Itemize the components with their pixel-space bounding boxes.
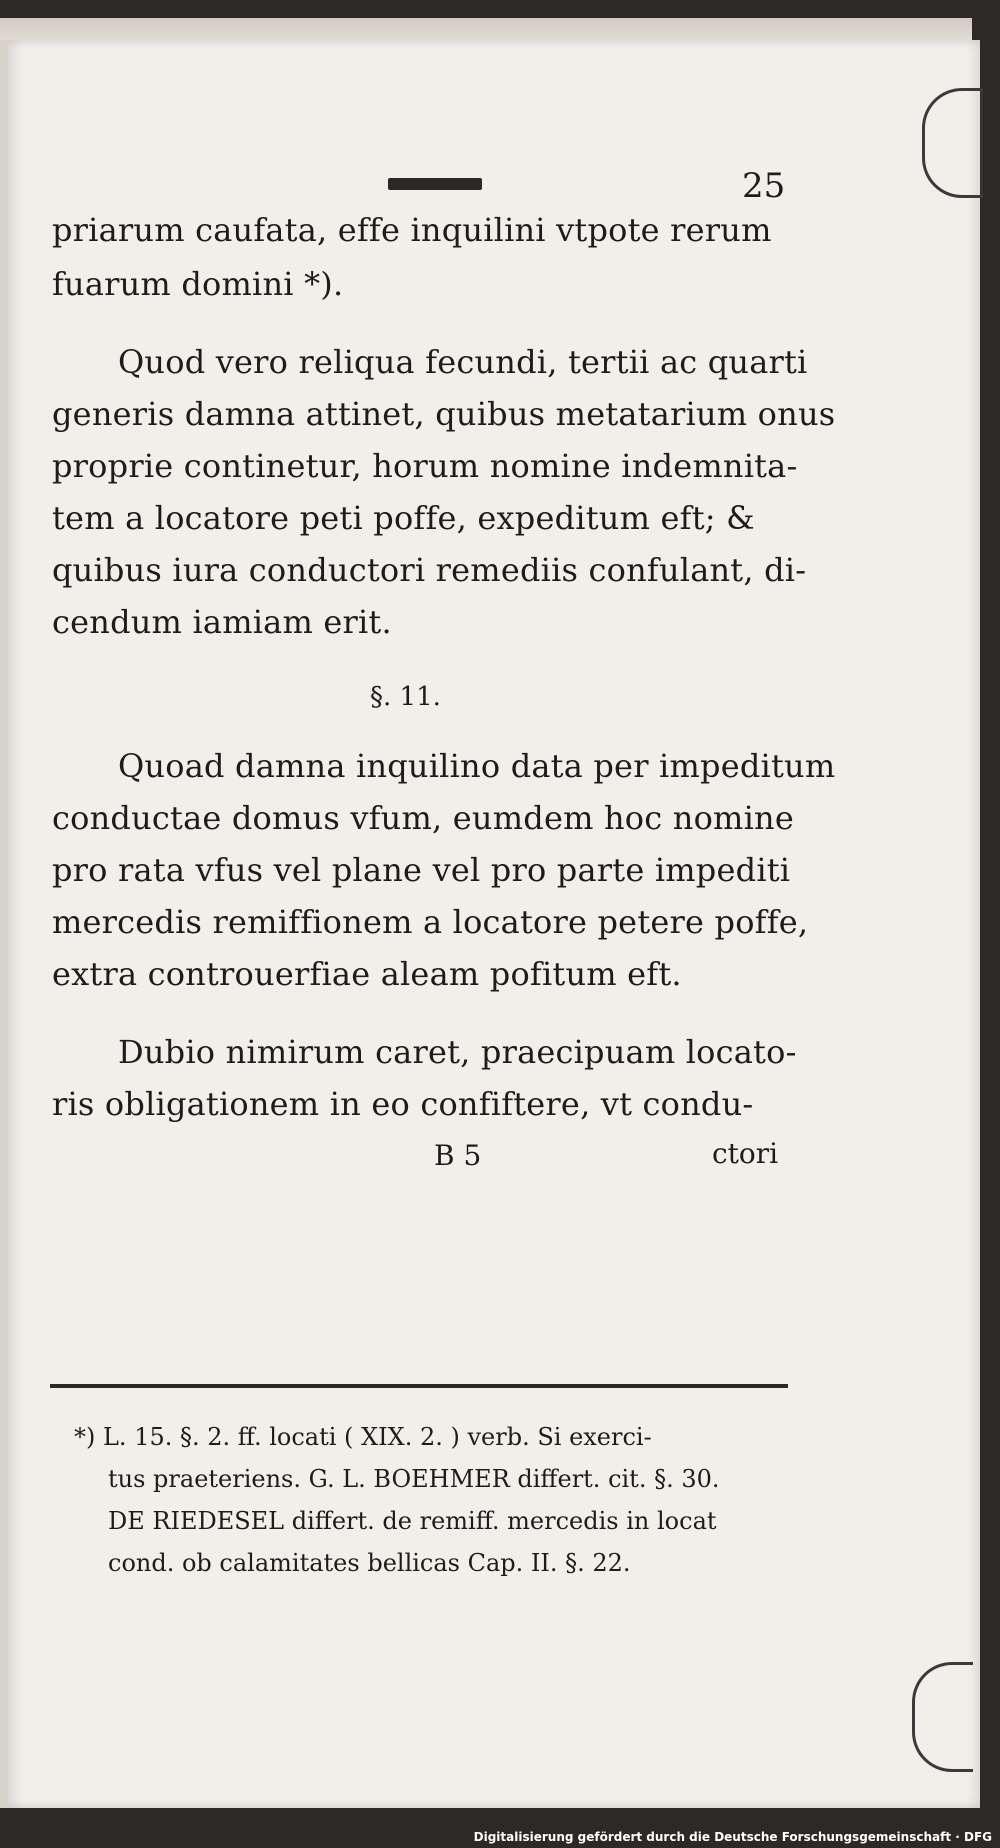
- body-line: fuarum domini *).: [52, 265, 344, 303]
- body-line: extra controuerfiae aleam pofitum eft.: [52, 955, 682, 993]
- body-line: conductae domus vfum, eumdem hoc nomine: [52, 799, 794, 837]
- body-line: mercedis remiffionem a locatore petere poffe,: [52, 903, 809, 941]
- footnote-line: cond. ob calamitates bellicas Cap. II. §. 22.: [108, 1549, 631, 1577]
- body-line: Quoad damna inquilino data per impeditum: [118, 747, 836, 785]
- footnote-line: tus praeteriens. G. L. BOEHMER differt. cit. §. 30.: [108, 1465, 720, 1493]
- body-line: pro rata vfus vel plane vel pro parte impediti: [52, 851, 791, 889]
- page-clip-icon: [912, 1662, 973, 1772]
- body-line: generis damna attinet, quibus metatarium onus: [52, 395, 836, 433]
- header-ornament-rule: [388, 178, 482, 190]
- footnote-line: *) L. 15. §. 2. ff. locati ( XIX. 2. ) verb. Si exerci-: [74, 1423, 652, 1451]
- page-number: 25: [742, 166, 786, 206]
- body-line: tem a locatore peti poffe, expeditum eft; &: [52, 499, 755, 537]
- body-line: ris obligationem in eo confiftere, vt condu-: [52, 1085, 754, 1123]
- body-line: Quod vero reliqua fecundi, tertii ac quarti: [118, 343, 808, 381]
- signature-mark: B 5: [434, 1139, 482, 1172]
- body-line: quibus iura conductori remediis confulant, di-: [52, 551, 807, 589]
- body-line: cendum iamiam erit.: [52, 603, 392, 641]
- digitization-credit: Digitalisierung gefördert durch die Deutsche Forschungsgemeinschaft · DFG: [473, 1830, 992, 1844]
- footnote-line: DE RIEDESEL differt. de remiff. mercedis in locat: [108, 1507, 717, 1535]
- catchword: ctori: [712, 1137, 779, 1170]
- body-line: Dubio nimirum caret, praecipuam locato-: [118, 1033, 797, 1071]
- section-heading: §. 11.: [370, 682, 441, 712]
- body-line: priarum caufata, effe inquilini vtpote rerum: [52, 211, 772, 249]
- page-clip-icon: [922, 88, 983, 198]
- footnote-rule: [50, 1384, 788, 1388]
- body-line: proprie continetur, horum nomine indemnita-: [52, 447, 798, 485]
